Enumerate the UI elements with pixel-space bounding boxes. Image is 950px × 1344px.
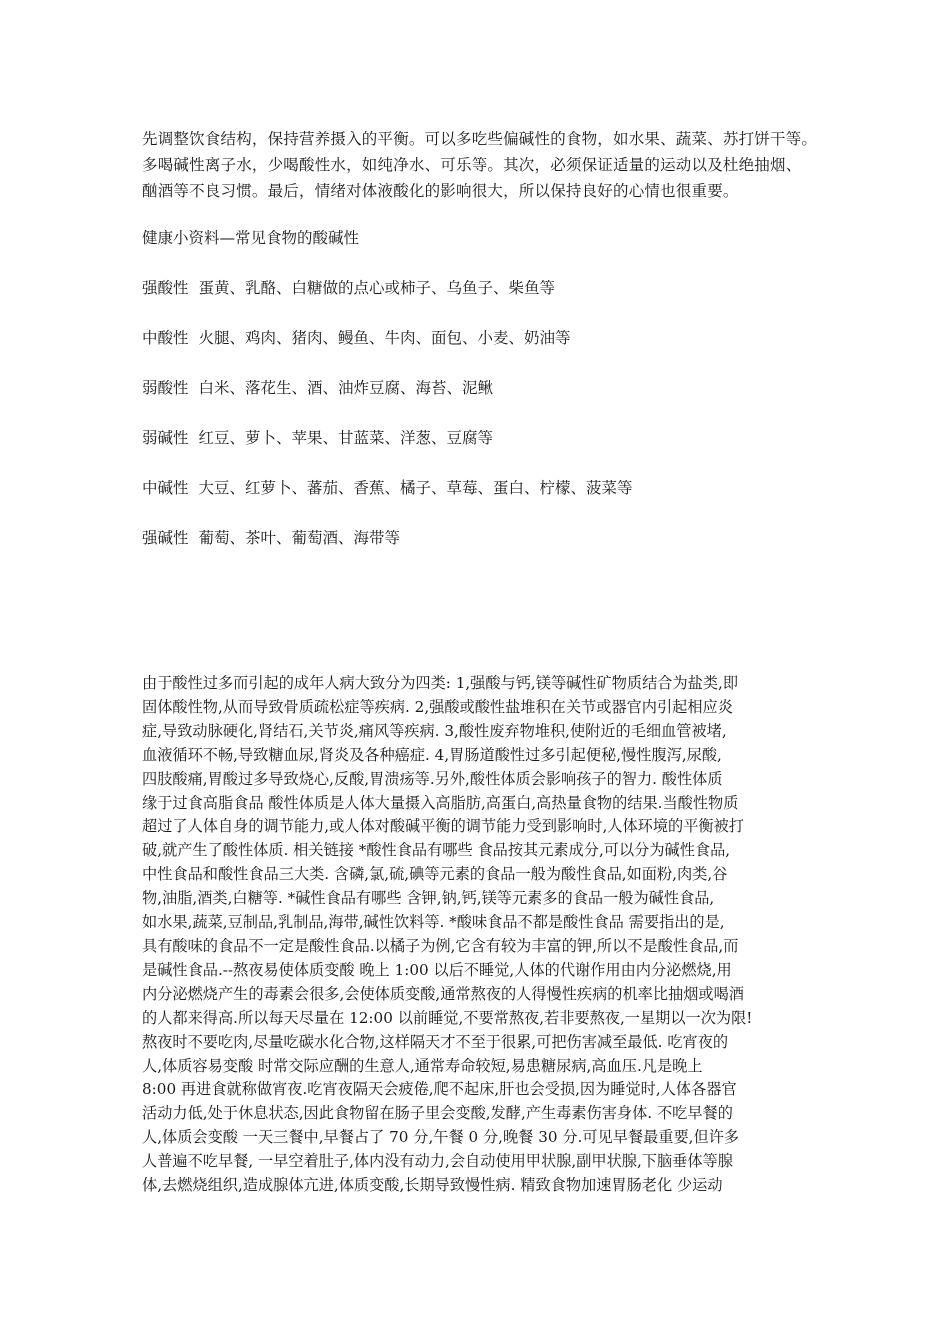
body-line: 症,导致动脉硬化,肾结石,关节炎,痛风等疾病. 3,酸性废弃物堆积,使附近的毛细血管被堵,	[142, 721, 727, 740]
food-category: 弱酸性	[142, 379, 189, 397]
food-category: 弱碱性	[142, 429, 189, 447]
body-line: 中性食品和酸性食品三大类. 含磷,氯,硫,碘等元素的食品一般为酸性食品,如面粉,肉类,谷	[142, 865, 728, 884]
body-line: 如水果,蔬菜,豆制品,乳制品,海带,碱性饮料等. *酸味食品不都是酸性食品 需要指出的是,	[142, 913, 725, 932]
food-category: 中碱性	[142, 479, 189, 497]
body-line: 人,体质会变酸 一天三餐中,早餐占了 70 分,午餐 0 分,晚餐 30 分.可见早餐最重要,但许多	[142, 1128, 740, 1147]
body-line: 人,体质容易变酸 时常交际应酬的生意人,通常寿命较短,易患糖尿病,高血压.凡是晚上	[142, 1056, 703, 1075]
food-list: 火腿、鸡肉、猪肉、鳗鱼、牛肉、面包、小麦、奶油等	[198, 329, 571, 347]
intro-line: 多喝碱性离子水，少喝酸性水，如纯净水、可乐等。其次，必须保证适量的运动以及杜绝抽烟、	[142, 156, 802, 174]
body-line: 四肢酸痛,胃酸过多导致烧心,反酸,胃溃疡等.另外,酸性体质会影响孩子的智力. 酸性体质	[142, 769, 723, 788]
body-line: 体,去燃烧组织,造成腺体亢进,体质变酸,长期导致慢性病. 精致食物加速胃肠老化 少运动	[142, 1176, 723, 1195]
food-list: 白米、落花生、酒、油炸豆腐、海苔、泥鳅	[198, 379, 494, 397]
body-line: 超过了人体自身的调节能力,或人体对酸碱平衡的调节能力受到影响时,人体环境的平衡被打	[142, 817, 744, 836]
body-line: 由于酸性过多而引起的成年人病大致分为四类: 1,强酸与钙,镁等碱性矿物质结合为盐类,即	[142, 674, 739, 692]
body-line: 活动力低,处于休息状态,因此食物留在肠子里会变酸,发酵,产生毒素伤害身体. 不吃早餐的	[142, 1104, 733, 1123]
food-list: 大豆、红萝卜、蕃茄、香蕉、橘子、草莓、蛋白、柠檬、菠菜等	[198, 479, 633, 497]
food-row-weak-acid	[142, 376, 493, 400]
food-row-strong-alkaline	[142, 526, 400, 550]
body-line: 熬夜时不要吃肉,尽量吃碳水化合物,这样隔天才不至于很累,可把伤害减至最低. 吃宵夜的	[142, 1032, 729, 1051]
food-row-medium-alkaline	[142, 476, 633, 500]
body-paragraph	[142, 672, 822, 1198]
food-row-strong-acid	[142, 276, 555, 300]
body-line: 是碱性食品.--熬夜易使体质变酸 晚上 1:00 以后不睡觉,人体的代谢作用由内分泌燃烧,用	[142, 960, 732, 979]
intro-paragraph	[142, 126, 842, 204]
section-title: 健康小资料—常见食物的酸碱性	[142, 229, 360, 247]
food-category: 中酸性	[142, 329, 189, 347]
food-list: 红豆、萝卜、苹果、甘蓝菜、洋葱、豆腐等	[198, 429, 494, 447]
intro-line: 先调整饮食结构，保持营养摄入的平衡。可以多吃些偏碱性的食物，如水果、蔬菜、苏打饼干等。	[142, 130, 818, 148]
food-row-medium-acid	[142, 326, 571, 350]
body-line: 固体酸性物,从而导致骨质疏松症等疾病. 2,强酸或酸性盐堆积在关节或器官内引起相应炎	[142, 697, 733, 716]
food-list: 蛋黄、乳酪、白糖做的点心或柿子、乌鱼子、柴鱼等	[198, 279, 556, 297]
food-list: 葡萄、茶叶、葡萄酒、海带等	[198, 529, 401, 547]
body-line: 破,就产生了酸性体质. 相关链接 *酸性食品有哪些 食品按其元素成分,可以分为碱性食品,	[142, 841, 731, 860]
food-category: 强碱性	[142, 529, 189, 547]
body-line: 具有酸味的食品不一定是酸性食品.以橘子为例,它含有较为丰富的钾,所以不是酸性食品,而	[142, 936, 739, 955]
body-line: 物,油脂,酒类,白糖等. *碱性食品有哪些 含钾,钠,钙,镁等元素多的食品一般为碱性食品,	[142, 889, 715, 908]
body-line: 的人都来得高.所以每天尽量在 12:00 以前睡觉,不要常熬夜,若非要熬夜,一星期以一次为限!	[142, 1008, 753, 1027]
intro-line: 酗酒等不良习惯。最后，情绪对体液酸化的影响很大，所以保持良好的心情也很重要。	[142, 182, 739, 200]
body-line: 8:00 再进食就称做宵夜.吃宵夜隔天会疲倦,爬不起床,肝也会受损,因为睡觉时,人体各器官	[142, 1080, 737, 1099]
food-row-weak-alkaline	[142, 426, 493, 450]
body-line: 血液循环不畅,导致糖血尿,肾炎及各种癌症. 4,胃肠道酸性过多引起便秘,慢性腹泻,尿酸,	[142, 745, 722, 764]
body-line: 人普遍不吃早餐, 一早空着肚子,体内没有动力,会自动使用甲状腺,副甲状腺,下脑垂体等腺	[142, 1152, 733, 1171]
body-line: 内分泌燃烧产生的毒素会很多,会使体质变酸,通常熬夜的人得慢性疾病的机率比抽烟或喝酒	[142, 984, 744, 1003]
body-line: 缘于过食高脂食品 酸性体质是人体大量摄入高脂肪,高蛋白,高热量食物的结果.当酸性物质	[142, 793, 739, 812]
food-category: 强酸性	[142, 279, 189, 297]
